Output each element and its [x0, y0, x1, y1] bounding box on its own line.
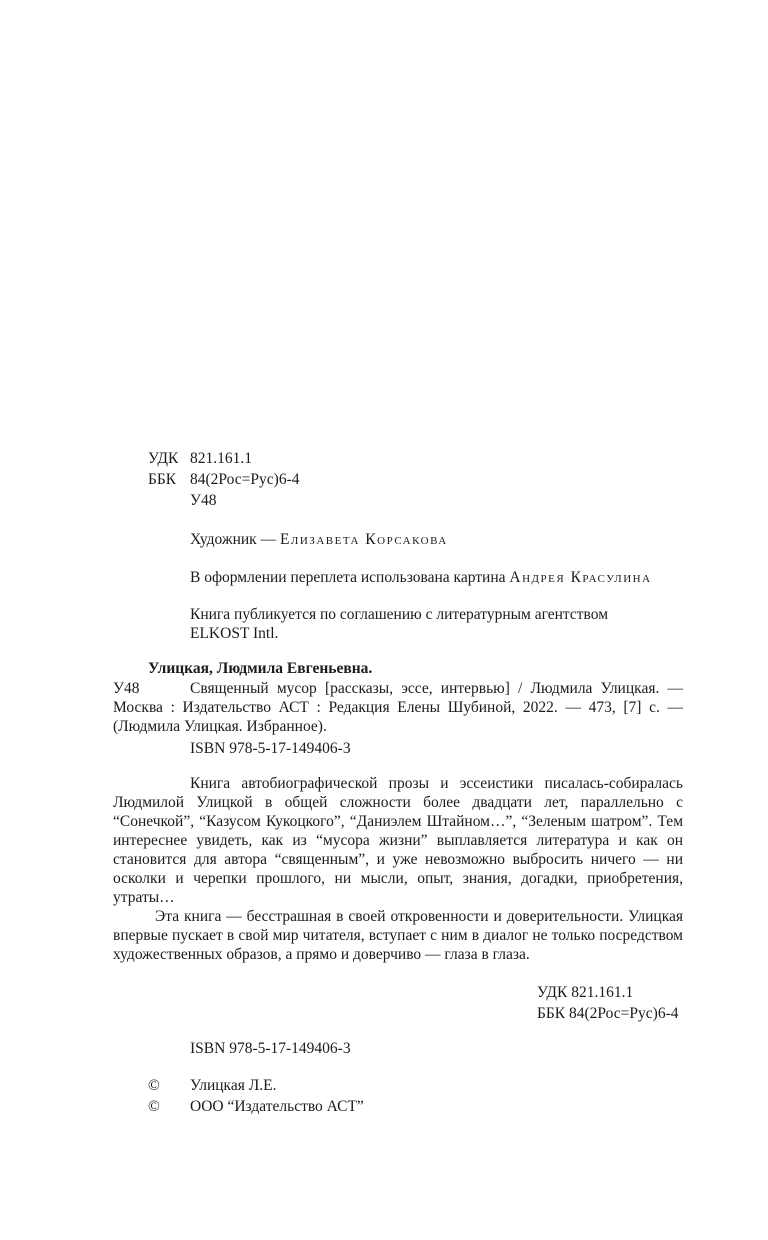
- cover-artist-name: Андрея Красулина: [509, 569, 652, 586]
- annotation-paragraph-2: Эта книга — бесстрашная в своей откровенности и доверительности. Улицкая впервые пускает в свой мир читателя, вступает с ним в диалог не только посредством художественных образов, а прямо и доверчиво — глаза в глаза.: [113, 908, 683, 963]
- footer-isbn-line: ISBN 978-5-17-149406-3: [190, 1040, 351, 1057]
- annotation-paragraph-1: Книга автобиографической прозы и эссеистики писалась-собиралась Людмилой Улицкой в общей сложности более двадцати лет, параллельно с “Сонечкой”, “Казусом Кукоцкого”, “Даниэлем Штайном…”, “Зеленым шатром”. Тем интереснее увидеть, как из “мусора жизни” выплавляется литература и как он становится для автора “священным”, и уже невозможно выбросить ничего — ни осколки и черепки прошлого, ни мысли, опыт, знания, догадки, приобретения, утраты…: [113, 775, 683, 906]
- footer-udk: УДК 821.161.1: [537, 984, 634, 1001]
- agency-line-1: Книга публикуется по соглашению с литературным агентством: [190, 606, 609, 623]
- cover-credit-line: [190, 568, 683, 587]
- copyright-block: [113, 1075, 683, 1117]
- agency-block: [190, 605, 683, 643]
- isbn-line: ISBN 978-5-17-149406-3: [190, 740, 351, 757]
- footer-bbk: ББК 84(2Рос=Рус)6-4: [537, 1005, 679, 1022]
- bib-entry: Священный мусор [рассказы, эссе, интервью] / Людмила Улицкая. — Москва : Издательство АСТ : Редакция Елены Шубиной, 2022. — 473, [7] с. — (Людмила Улицкая. Избранное).: [113, 680, 683, 735]
- copyright-symbol: ©: [148, 1098, 160, 1115]
- bibliographic-record: [113, 679, 683, 736]
- author-sign: У48: [190, 492, 217, 509]
- bib-index-code: У48: [113, 680, 140, 697]
- copyright-symbol: ©: [148, 1077, 160, 1094]
- udk-label: УДК: [148, 450, 179, 467]
- author-heading: Улицкая, Людмила Евгеньевна.: [148, 660, 373, 677]
- agency-line-2: ELKOST Intl.: [190, 625, 279, 642]
- bbk-line: [148, 469, 683, 490]
- copyright-holder: Улицкая Л.Е.: [190, 1077, 277, 1094]
- udk-value: 821.161.1: [190, 450, 252, 467]
- copyright-line-author: [148, 1075, 683, 1096]
- classification-block: [113, 448, 683, 511]
- copyright-holder: ООО “Издательство АСТ”: [190, 1098, 364, 1115]
- cover-credit-prefix: В оформлении переплета использована картина: [190, 569, 510, 586]
- artist-name: Елизавета Корсакова: [279, 531, 448, 548]
- footer-codes-block: [537, 982, 683, 1024]
- imprint-content: [113, 448, 683, 1117]
- bbk-label: ББК: [148, 471, 177, 488]
- copyright-line-publisher: [148, 1096, 683, 1117]
- artist-credit-line: [190, 530, 683, 549]
- bbk-value: 84(2Рос=Рус)6-4: [190, 471, 300, 488]
- artist-credit-prefix: Художник —: [190, 531, 280, 548]
- udk-line: [148, 448, 683, 469]
